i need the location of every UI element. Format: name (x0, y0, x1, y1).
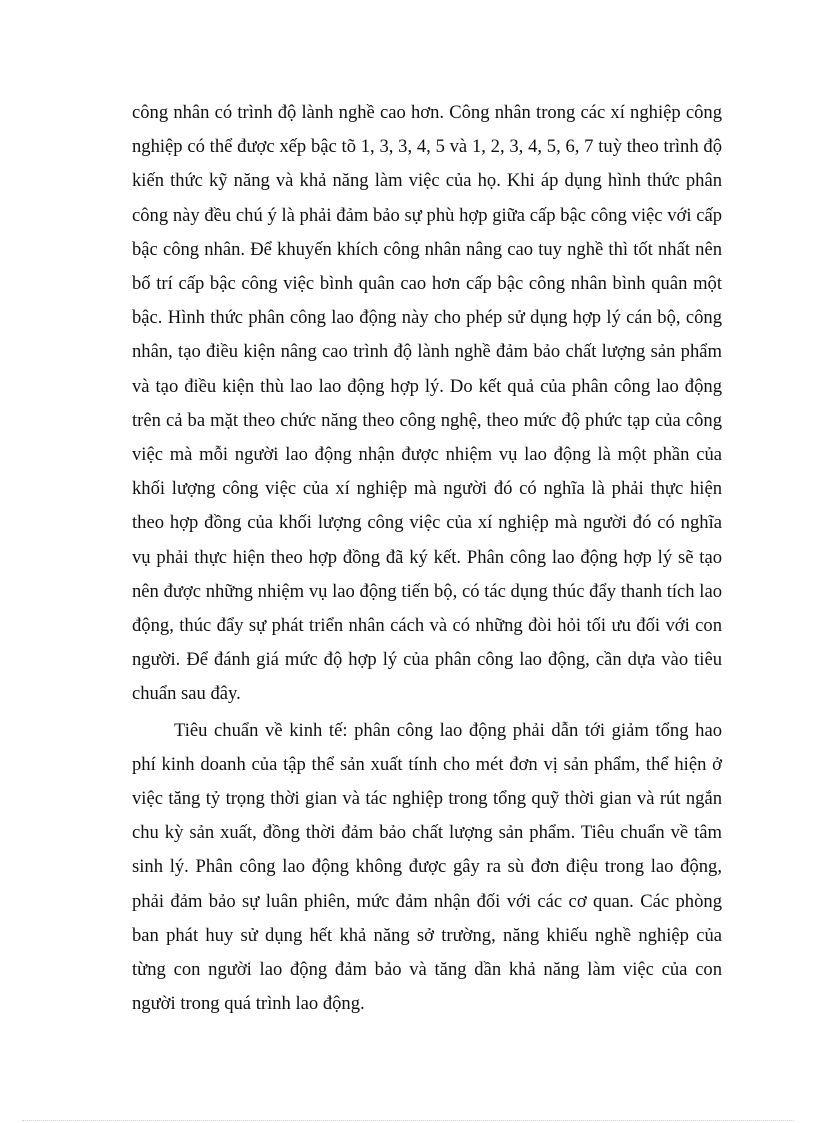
paragraph-1: công nhân có trình độ lành nghề cao hơn. Công nhân trong các xí nghiệp công nghiệp có thể được xếp bậc tõ 1, 3, 3, 4, 5 và 1, 2, 3, 4, 5, 6, 7 tuỳ theo trình độ kiến thức kỹ năng và khả năng làm việc của họ. Khi áp dụng hình thức phân công này đều chú ý là phải đảm bảo sự phù hợp giữa cấp bậc công việc với cấp bậc công nhân. Để khuyến khích công nhân nâng cao tuy nghề thì tốt nhất nên bố trí cấp bậc công việc bình quân cao hơn cấp bậc công nhân bình quân một bậc. Hình thức phân công lao động này cho phép sử dụng hợp lý cán bộ, công nhân, tạo điều kiện nâng cao trình độ lành nghề đảm bảo chất lượng sản phẩm và tạo điều kiện thù lao lao động hợp lý. Do kết quả của phân công lao động trên cả ba mặt theo chức năng theo công nghệ, theo mức độ phức tạp của công việc mà mỗi người lao động nhận được nhiệm vụ lao động là một phần của khối lượng công việc của xí nghiệp mà người đó có nghĩa là phải thực hiện theo hợp đồng của khối lượng công việc của xí nghiệp mà người đó có nghĩa vụ phải thực hiện theo hợp đồng đã ký kết. Phân công lao động hợp lý sẽ tạo nên được những nhiệm vụ lao động tiến bộ, có tác dụng thúc đẩy thanh tích lao động, thúc đẩy sự phát triển nhân cách và có những đòi hỏi tối ưu đối với con người. Để đánh giá mức độ hợp lý của phân công lao động, cần dựa vào tiêu chuẩn sau đây. (132, 102, 722, 705)
page-bottom-divider (22, 1120, 794, 1121)
paragraph-2: Tiêu chuẩn về kinh tế: phân công lao động phải dẫn tới giảm tổng hao phí kinh doanh của tập thể sản xuất tính cho mét đơn vị sản phẩm, thể hiện ở việc tăng tỷ trọng thời gian và tác nghiệp trong tổng quỹ thời gian và rút ngắn chu kỳ sản xuất, đồng thời đảm bảo chất lượng sản phẩm. Tiêu chuẩn về tâm sinh lý. Phân công lao động không được gây ra sù đơn điệu trong lao động, phải đảm bảo sự luân phiên, mức đảm nhận đối với các cơ quan. Các phòng ban phát huy sử dụng hết khả năng sở trường, năng khiếu nghề nghiệp của từng con người lao động đảm bảo và tăng dần khả năng làm việc của con người trong quá trình lao động. (132, 719, 722, 1015)
body-text (132, 96, 722, 1021)
